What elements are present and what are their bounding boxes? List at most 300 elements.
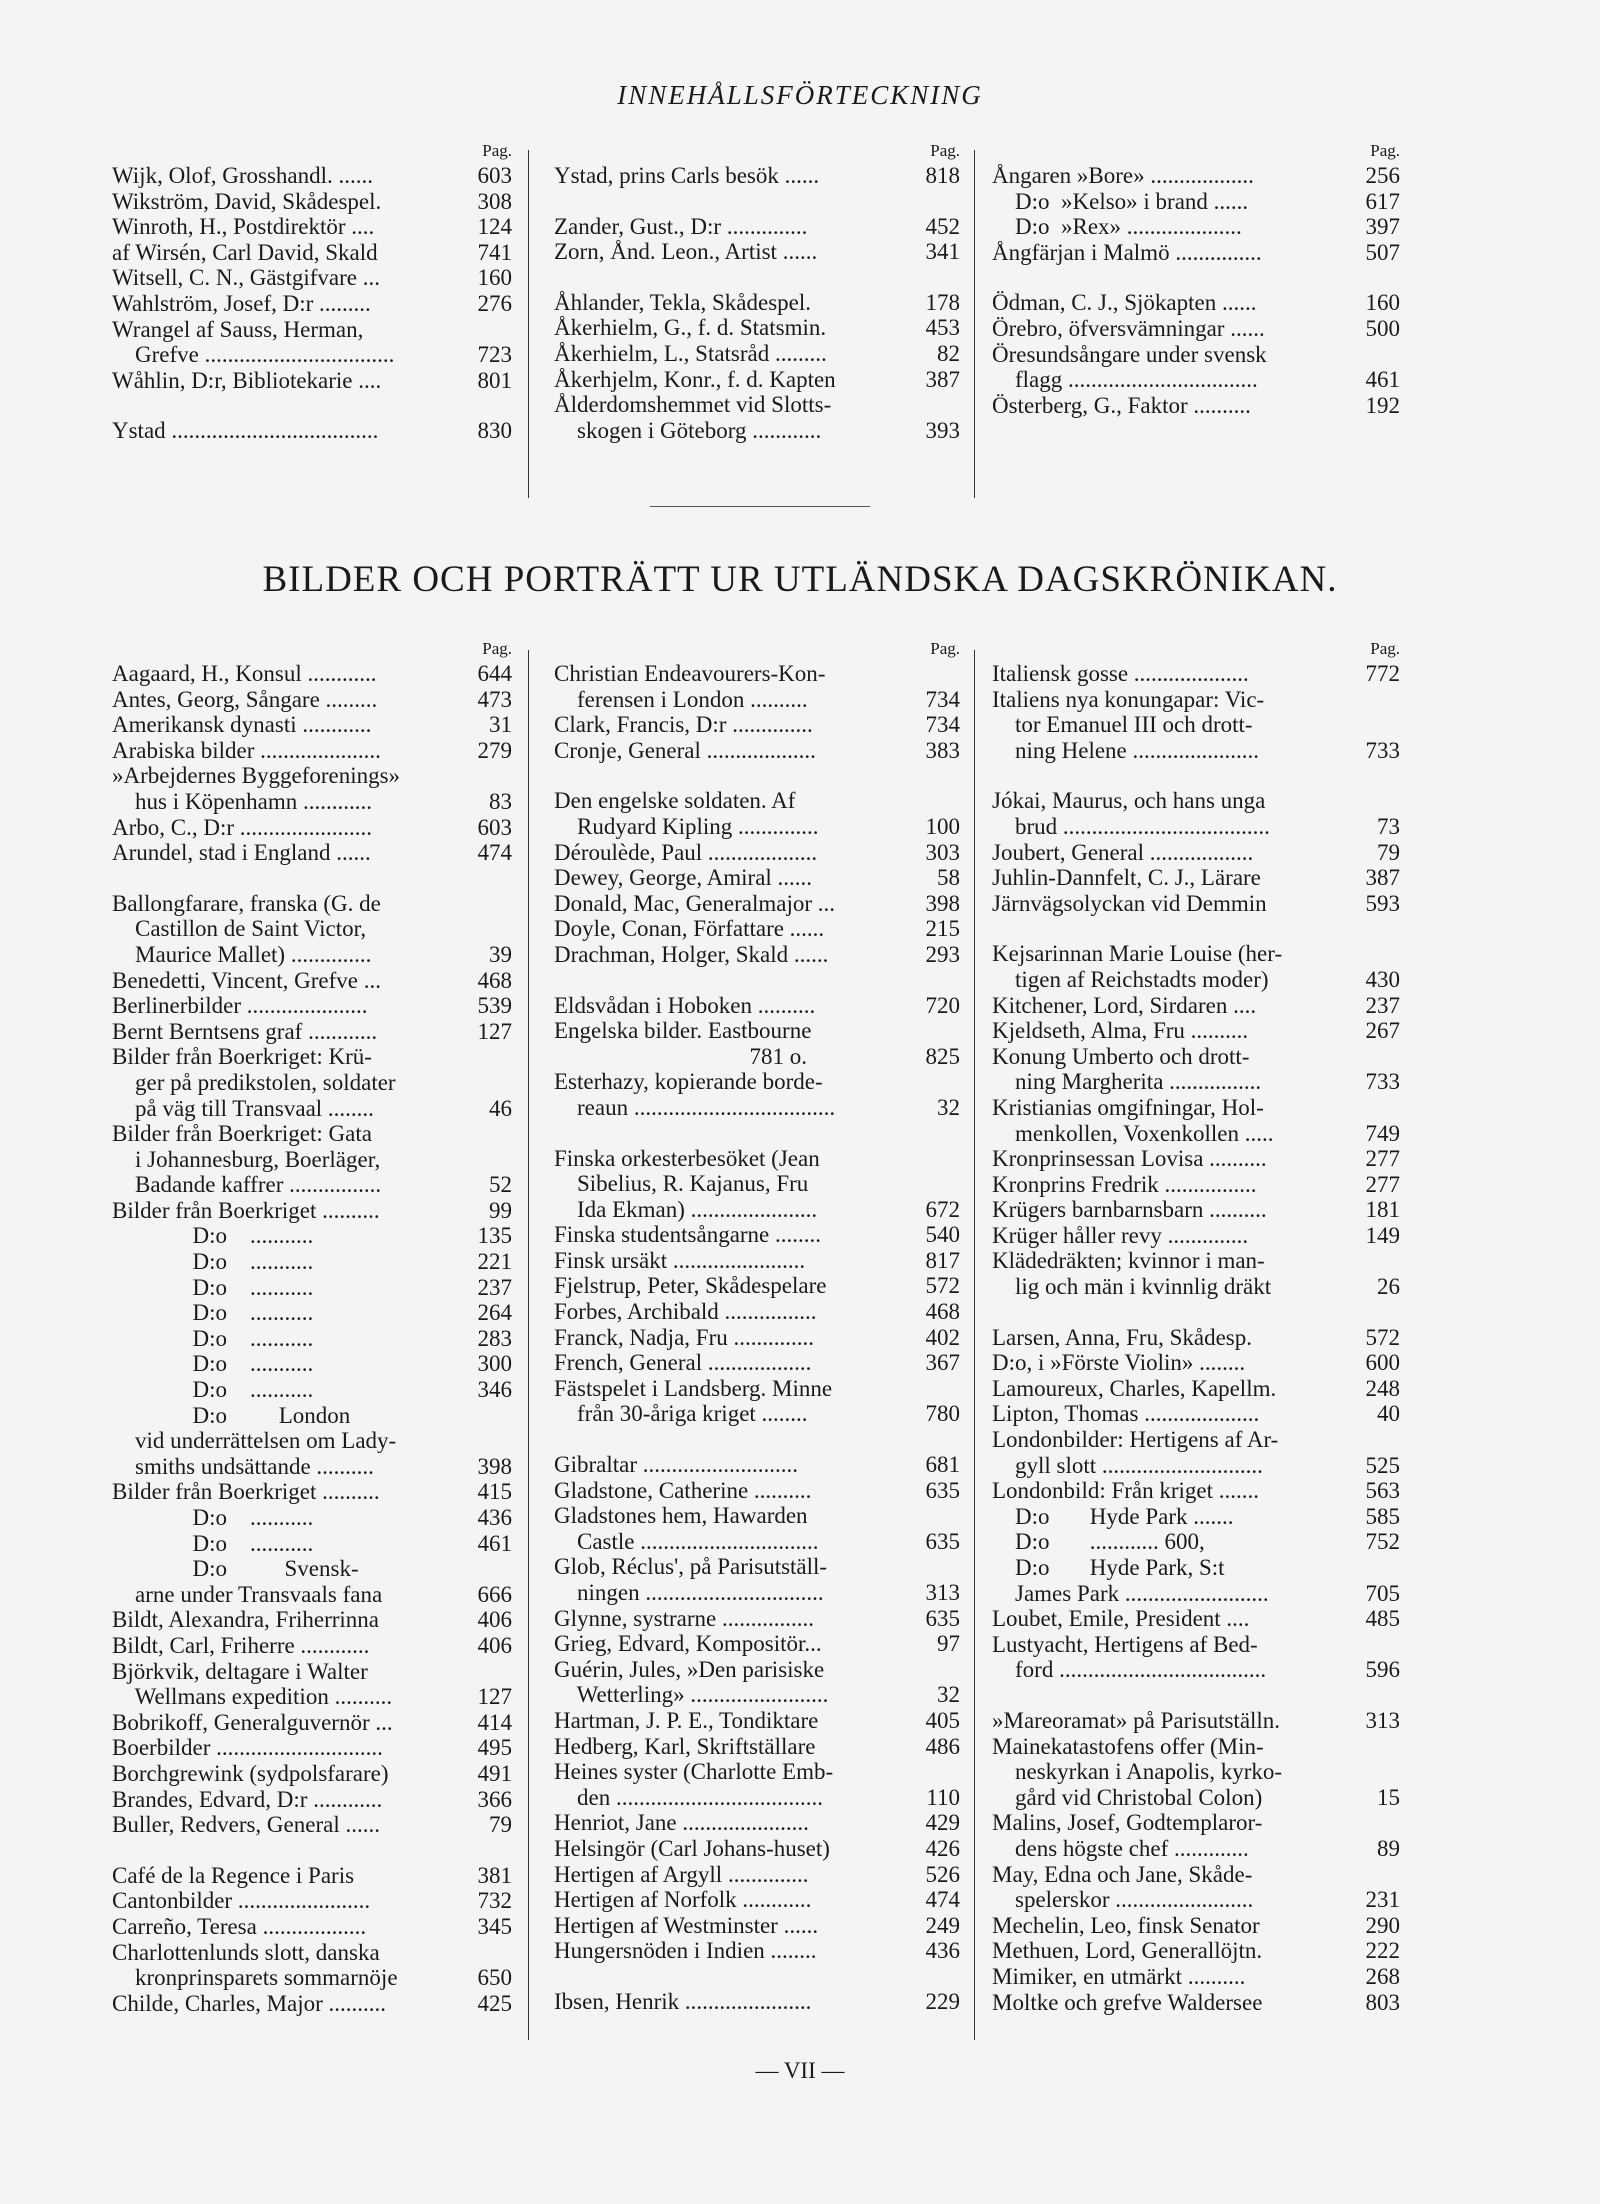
index-entry — [554, 1503, 960, 1529]
index-entry — [992, 941, 1400, 967]
entry-page-number: 825 — [925, 1043, 960, 1069]
entry-text: i Johannesburg, Boerläger, — [112, 1146, 381, 1172]
index-entry — [112, 1454, 512, 1480]
entry-text: Berlinerbilder ..................... — [112, 993, 368, 1019]
entry-text: Wellmans expedition .......... — [112, 1684, 393, 1710]
index-entry — [112, 1326, 512, 1352]
entry-page-number: 803 — [1365, 1989, 1400, 2015]
entry-text: Björkvik, deltagare i Walter — [112, 1658, 368, 1684]
index-entry — [554, 1554, 960, 1580]
entry-page-number: 593 — [1365, 890, 1400, 916]
entry-text: Ballongfarare, franska (G. de — [112, 890, 381, 916]
entry-page-number: 345 — [477, 1913, 512, 1939]
index-entry — [554, 738, 960, 764]
entry-text: Franck, Nadja, Fru .............. — [554, 1324, 814, 1350]
index-entry — [554, 1913, 960, 1939]
entry-text: Castle ............................... — [554, 1528, 819, 1554]
entry-text: Italiens nya konungapar: Vic- — [992, 686, 1265, 712]
index-entry — [992, 1504, 1400, 1530]
entry-page-number: 110 — [926, 1784, 960, 1810]
entry-page-number: 485 — [1365, 1606, 1400, 1632]
page-number: — VII — — [755, 2058, 845, 2083]
entry-page-number: 539 — [477, 993, 512, 1019]
entry-page-number: 26 — [1377, 1274, 1400, 1300]
index-entry — [112, 1044, 512, 1070]
entry-page-number: 681 — [925, 1452, 960, 1478]
index-entry — [992, 1759, 1400, 1785]
index-entry — [554, 1325, 960, 1351]
index-entry — [992, 1938, 1400, 1964]
index-entry — [554, 1248, 960, 1274]
index-entry — [992, 1274, 1400, 1300]
entry-page-number: 83 — [489, 788, 512, 814]
entry-page-number: 277 — [1365, 1171, 1400, 1197]
entry-text: Kjeldseth, Alma, Fru .......... — [992, 1018, 1249, 1044]
index-entry — [554, 239, 960, 265]
entry-page-number: 256 — [1365, 163, 1400, 188]
index-entry — [992, 1810, 1400, 1836]
entry-text: Londonbild: Från kriget ....... — [992, 1478, 1260, 1504]
entry-text: Methuen, Lord, Generallöjtn. — [992, 1938, 1263, 1964]
index-entry — [554, 315, 960, 341]
entry-text: Clark, Francis, D:r .............. — [554, 712, 813, 738]
entry-page-number: 79 — [489, 1812, 512, 1838]
index-entry — [992, 1248, 1400, 1274]
entry-page-number: 181 — [1365, 1197, 1400, 1223]
entry-text: D:o »Kelso» i brand ...... — [992, 188, 1249, 214]
entry-text: dens högste chef ............. — [992, 1835, 1249, 1861]
index-entry — [112, 1940, 512, 1966]
entry-page-number: 772 — [1365, 661, 1400, 686]
index-entry — [112, 1172, 512, 1198]
entry-page-number: 127 — [477, 1684, 512, 1710]
spacer — [554, 968, 960, 993]
entry-page-number: 46 — [489, 1095, 512, 1121]
index-entry — [554, 993, 960, 1019]
entry-text: D:o, i »Förste Violin» ........ — [992, 1350, 1246, 1376]
index-entry — [112, 1633, 512, 1659]
entry-text: Örebro, öfversvämningar ...... — [992, 315, 1265, 341]
index-entry — [554, 1580, 960, 1606]
entry-page-number: 73 — [1377, 813, 1400, 839]
entry-page-number: 268 — [1365, 1963, 1400, 1989]
entry-text: Wåhlin, D:r, Bibliotekarie .... — [112, 367, 382, 393]
index-entry — [112, 1914, 512, 1940]
entry-page-number: 429 — [925, 1810, 960, 1836]
entry-page-number: 135 — [477, 1223, 512, 1249]
index-entry — [112, 317, 512, 343]
index-entry — [992, 1529, 1400, 1555]
spacer — [554, 189, 960, 214]
entry-text: Henriot, Jane ...................... — [554, 1810, 809, 1836]
entry-text: Maurice Mallet) .............. — [112, 941, 372, 967]
entry-text: Déroulède, Paul ................... — [554, 839, 818, 865]
entry-page-number: 406 — [477, 1607, 512, 1633]
entry-page-number: 313 — [1365, 1707, 1400, 1733]
entry-text: D:o London — [112, 1402, 351, 1428]
entry-text: Bobrikoff, Generalguvernör ... — [112, 1709, 393, 1735]
entry-text: Donald, Mac, Generalmajor ... — [554, 890, 836, 916]
entry-text: Bildt, Alexandra, Friherrinna — [112, 1607, 379, 1633]
entry-text: Lipton, Thomas .................... — [992, 1401, 1260, 1427]
pag-label: Pag. — [482, 639, 512, 658]
entry-text: ningen ............................... — [554, 1580, 824, 1605]
entry-text: D:o ........... — [112, 1223, 314, 1249]
index-entry — [112, 1505, 512, 1531]
entry-page-number: 572 — [1365, 1324, 1400, 1350]
index-entry — [554, 1759, 960, 1785]
index-entry — [992, 1887, 1400, 1913]
entry-text: Cantonbilder ....................... — [112, 1888, 371, 1914]
index-entry — [992, 967, 1400, 993]
index-entry — [112, 1531, 512, 1557]
entry-text: lig och män i kvinnlig dräkt — [992, 1274, 1272, 1300]
entry-page-number: 303 — [925, 839, 960, 865]
index-entry — [992, 1555, 1400, 1581]
entry-page-number: 430 — [1365, 966, 1400, 992]
entry-page-number: 32 — [937, 1094, 960, 1120]
index-entry — [554, 1044, 960, 1070]
index-entry — [992, 1172, 1400, 1198]
index-entry — [554, 1529, 960, 1555]
entry-text: Ida Ekman) ...................... — [554, 1196, 818, 1222]
entry-text: Konung Umberto och drott- — [992, 1043, 1250, 1069]
entry-text: Mainekatastofens offer (Min- — [992, 1733, 1264, 1759]
index-entry — [554, 1273, 960, 1299]
index-entry — [554, 367, 960, 393]
entry-page-number: 495 — [477, 1735, 512, 1761]
entry-page-number: 405 — [925, 1707, 960, 1733]
entry-page-number: 32 — [937, 1682, 960, 1708]
entry-text: Krüger håller revy .............. — [992, 1222, 1249, 1248]
entry-page-number: 461 — [1365, 367, 1400, 393]
entry-text: brud .................................... — [992, 813, 1270, 839]
entry-page-number: 89 — [1377, 1835, 1400, 1861]
entry-page-number: 644 — [477, 661, 512, 686]
index-entry — [992, 290, 1400, 316]
index-entry — [992, 1069, 1400, 1095]
index-entry — [112, 1351, 512, 1377]
entry-text: Bilder från Boerkriget: Gata — [112, 1121, 372, 1147]
entry-text: Zander, Gust., D:r .............. — [554, 213, 808, 239]
entry-text: Grieg, Edvard, Kompositör... — [554, 1631, 822, 1657]
index-entry — [112, 1735, 512, 1761]
index-entry — [112, 891, 512, 917]
entry-page-number: 127 — [477, 1018, 512, 1044]
entry-text: Childe, Charles, Major .......... — [112, 1990, 387, 2016]
index-entry — [554, 214, 960, 240]
index-entry — [992, 367, 1400, 393]
entry-page-number: 290 — [1365, 1912, 1400, 1938]
index-entry — [112, 1403, 512, 1429]
entry-text: Buller, Redvers, General ...... — [112, 1812, 380, 1838]
index-entry — [992, 865, 1400, 891]
index-entry — [992, 1044, 1400, 1070]
index-entry — [554, 163, 960, 189]
index-entry — [554, 1095, 960, 1121]
entry-text: den .................................... — [554, 1784, 823, 1810]
entry-text: Carreño, Teresa .................. — [112, 1913, 367, 1939]
index-entry — [554, 865, 960, 891]
entry-page-number: 749 — [1365, 1120, 1400, 1146]
entry-text: Arundel, stad i England ...... — [112, 840, 371, 866]
entry-text: Juhlin-Dannfelt, C. J., Lärare — [992, 865, 1261, 891]
entry-page-number: 276 — [477, 290, 512, 316]
entry-text: Österberg, G., Faktor .......... — [992, 392, 1251, 418]
entry-text: Ibsen, Henrik ...................... — [554, 1988, 812, 2014]
index-entry — [112, 1377, 512, 1403]
entry-page-number: 79 — [1377, 839, 1400, 865]
entry-page-number: 398 — [925, 890, 960, 916]
entry-text: Hertigen af Norfolk ............ — [554, 1887, 812, 1913]
entry-text: May, Edna och Jane, Skåde- — [992, 1861, 1253, 1887]
index-entry — [112, 214, 512, 240]
entry-text: Borchgrewink (sydpolsfarare) — [112, 1760, 389, 1786]
column-divider — [528, 650, 529, 2040]
entry-page-number: 507 — [1365, 239, 1400, 265]
entry-text: Åhlander, Tekla, Skådespel. — [554, 289, 811, 315]
entry-text: Finska orkesterbesöket (Jean — [554, 1145, 820, 1171]
index-entry — [112, 1582, 512, 1608]
entry-page-number: 474 — [925, 1887, 960, 1913]
index-entry — [112, 1863, 512, 1889]
index-entry — [554, 891, 960, 917]
entry-text: Bilder från Boerkriget .......... — [112, 1479, 380, 1505]
entry-page-number: 387 — [925, 366, 960, 392]
entry-page-number: 603 — [477, 814, 512, 840]
entry-text: på väg till Transvaal ........ — [112, 1095, 374, 1121]
spacer — [554, 1964, 960, 1989]
entry-text: Wijk, Olof, Grosshandl. ...... — [112, 163, 373, 188]
index-entry — [554, 712, 960, 738]
column-divider — [974, 150, 975, 498]
entry-text: Krügers barnbarnsbarn .......... — [992, 1197, 1267, 1223]
entry-text: Ystad, prins Carls besök ...... — [554, 163, 820, 188]
entry-text: James Park ......................... — [992, 1580, 1269, 1606]
index-entry — [112, 368, 512, 394]
index-entry — [112, 687, 512, 713]
entry-page-number: 596 — [1365, 1657, 1400, 1683]
index-entry — [992, 1376, 1400, 1402]
index-entry — [112, 1121, 512, 1147]
pag-label: Pag. — [930, 639, 960, 658]
entry-text: Fästspelet i Landsberg. Minne — [554, 1375, 833, 1401]
index-entry — [112, 1019, 512, 1045]
entry-page-number: 99 — [489, 1197, 512, 1223]
entry-page-number: 415 — [477, 1479, 512, 1505]
pag-label: Pag. — [1370, 639, 1400, 658]
entry-page-number: 414 — [477, 1709, 512, 1735]
spacer — [992, 763, 1400, 788]
index-entry — [992, 1350, 1400, 1376]
entry-page-number: 672 — [925, 1196, 960, 1222]
index-entry — [992, 738, 1400, 764]
index-entry — [554, 1708, 960, 1734]
index-entry — [554, 1146, 960, 1172]
index-entry — [554, 1810, 960, 1836]
section-rule — [650, 506, 870, 507]
entry-page-number: 723 — [477, 342, 512, 368]
entry-text: Wrangel af Sauss, Herman, — [112, 316, 364, 342]
entry-text: ning Helene ...................... — [992, 737, 1260, 763]
spacer — [554, 1121, 960, 1146]
entry-text: Brandes, Edvard, D:r ............ — [112, 1786, 383, 1812]
top-column-3 — [992, 138, 1400, 418]
index-entry — [554, 290, 960, 316]
entry-page-number: 39 — [489, 941, 512, 967]
entry-text: Gibraltar ........................... — [554, 1452, 799, 1478]
entry-page-number: 406 — [477, 1632, 512, 1658]
entry-page-number: 192 — [1365, 392, 1400, 418]
entry-page-number: 393 — [925, 417, 960, 443]
entry-text: ning Margherita ................ — [992, 1069, 1262, 1095]
entry-text: Bilder från Boerkriget: Krü- — [112, 1044, 372, 1070]
entry-page-number: 720 — [925, 992, 960, 1018]
entry-text: Heines syster (Charlotte Emb- — [554, 1759, 834, 1785]
entry-text: Hungersnöden i Indien ........ — [554, 1938, 817, 1964]
entry-text: Bilder från Boerkriget .......... — [112, 1197, 380, 1223]
entry-page-number: 752 — [1365, 1529, 1400, 1555]
entry-page-number: 818 — [925, 163, 960, 188]
entry-text: spelerskor ........................ — [992, 1887, 1254, 1913]
entry-text: Wikström, David, Skådespel. — [112, 188, 382, 214]
index-entry — [112, 291, 512, 317]
index-entry — [112, 1275, 512, 1301]
entry-text: Moltke och grefve Waldersee — [992, 1989, 1263, 2015]
entry-page-number: 341 — [925, 239, 960, 265]
index-entry — [554, 1452, 960, 1478]
entry-page-number: 222 — [1365, 1938, 1400, 1964]
entry-page-number: 453 — [925, 315, 960, 341]
entry-text: Guérin, Jules, »Den parisiske — [554, 1656, 825, 1682]
index-entry — [992, 1018, 1400, 1044]
index-entry — [554, 661, 960, 687]
entry-text: Doyle, Conan, Författare ...... — [554, 916, 825, 942]
index-entry — [112, 840, 512, 866]
index-entry — [554, 1606, 960, 1632]
entry-page-number: 279 — [477, 737, 512, 763]
entry-text: D:o ........... — [112, 1325, 314, 1351]
entry-page-number: 267 — [1365, 1018, 1400, 1044]
index-entry — [112, 993, 512, 1019]
index-entry — [992, 1095, 1400, 1121]
entry-text: Sibelius, R. Kajanus, Fru — [554, 1171, 809, 1197]
index-entry — [554, 1197, 960, 1223]
index-entry — [554, 1631, 960, 1657]
index-entry — [992, 1121, 1400, 1147]
entry-text: Kronprins Fredrik ................ — [992, 1171, 1257, 1197]
entry-page-number: 58 — [937, 865, 960, 891]
entry-text: D:o ........... — [112, 1274, 314, 1300]
bottom-column-2 — [554, 636, 960, 2015]
entry-text: tigen af Reichstadts moder) — [992, 966, 1269, 992]
entry-page-number: 277 — [1365, 1146, 1400, 1172]
entry-text: ford .................................... — [992, 1657, 1267, 1683]
index-entry — [992, 1427, 1400, 1453]
entry-page-number: 526 — [925, 1861, 960, 1887]
index-entry — [992, 393, 1400, 419]
entry-text: Bildt, Carl, Friherre ............ — [112, 1632, 370, 1658]
index-entry — [112, 1888, 512, 1914]
entry-text: kronprinsparets sommarnöje — [112, 1965, 398, 1991]
entry-text: Benedetti, Vincent, Grefve ... — [112, 967, 381, 993]
entry-page-number: 733 — [1365, 737, 1400, 763]
index-entry — [992, 214, 1400, 240]
entry-page-number: 248 — [1365, 1375, 1400, 1401]
entry-text: Italiensk gosse .................... — [992, 661, 1249, 686]
index-entry — [554, 1989, 960, 2015]
pag-label: Pag. — [482, 141, 512, 160]
index-entry — [112, 1991, 512, 2017]
index-entry — [112, 1710, 512, 1736]
entry-text: Eldsvådan i Hoboken .......... — [554, 992, 816, 1018]
entry-text: Glob, Réclus', på Parisutställ- — [554, 1554, 828, 1580]
bottom-column-1 — [112, 636, 512, 2016]
entry-page-number: 160 — [1365, 290, 1400, 316]
entry-page-number: 705 — [1365, 1580, 1400, 1606]
index-entry — [554, 1478, 960, 1504]
entry-page-number: 237 — [477, 1274, 512, 1300]
entry-text: gård vid Christobal Colon) — [992, 1784, 1263, 1810]
entry-text: Helsingör (Carl Johans-huset) — [554, 1835, 830, 1861]
entry-page-number: 600 — [1365, 1350, 1400, 1376]
index-entry — [554, 687, 960, 713]
entry-page-number: 387 — [1365, 865, 1400, 891]
entry-text: Arbo, C., D:r ....................... — [112, 814, 373, 840]
entry-page-number: 635 — [925, 1528, 960, 1554]
index-entry — [112, 763, 512, 789]
entry-text: Åkerhielm, L., Statsråd ......... — [554, 340, 827, 366]
entry-page-number: 500 — [1365, 315, 1400, 341]
top-column-1 — [112, 138, 512, 444]
entry-text: D:o Hyde Park ....... — [992, 1503, 1234, 1529]
index-entry — [554, 1299, 960, 1325]
column-divider — [974, 650, 975, 2040]
entry-page-number: 97 — [937, 1631, 960, 1657]
entry-text: från 30-åriga kriget ........ — [554, 1401, 808, 1427]
entry-text: Bernt Berntsens graf ............ — [112, 1018, 378, 1044]
entry-page-number: 124 — [477, 214, 512, 240]
entry-text: Hertigen af Argyll .............. — [554, 1861, 809, 1887]
index-entry — [554, 916, 960, 942]
entry-page-number: 741 — [477, 239, 512, 265]
entry-text: D:o Hyde Park, S:t — [992, 1555, 1225, 1580]
entry-text: Loubet, Emile, President .... — [992, 1606, 1250, 1632]
index-entry — [112, 916, 512, 942]
entry-page-number: 398 — [477, 1453, 512, 1479]
index-entry — [992, 1453, 1400, 1479]
index-entry — [992, 788, 1400, 814]
entry-text: tor Emanuel III och drott- — [992, 712, 1253, 738]
entry-text: Antes, Georg, Sångare ......... — [112, 686, 378, 712]
index-entry — [112, 240, 512, 266]
entry-text: Ödman, C. J., Sjökapten ...... — [992, 290, 1257, 316]
index-entry — [992, 661, 1400, 687]
index-entry — [112, 1223, 512, 1249]
index-entry — [992, 1581, 1400, 1607]
entry-text: French, General .................. — [554, 1350, 812, 1376]
index-entry — [992, 1606, 1400, 1632]
index-entry — [112, 1787, 512, 1813]
entry-text: reaun ................................... — [554, 1094, 836, 1120]
entry-page-number: 313 — [925, 1580, 960, 1605]
entry-text: Hartman, J. P. E., Tondiktare — [554, 1707, 819, 1733]
entry-page-number: 397 — [1365, 214, 1400, 240]
entry-text: Kejsarinnan Marie Louise (her- — [992, 941, 1283, 967]
index-entry — [992, 240, 1400, 266]
index-entry — [992, 1785, 1400, 1811]
entry-text: neskyrkan i Anapolis, kyrko- — [992, 1759, 1283, 1785]
